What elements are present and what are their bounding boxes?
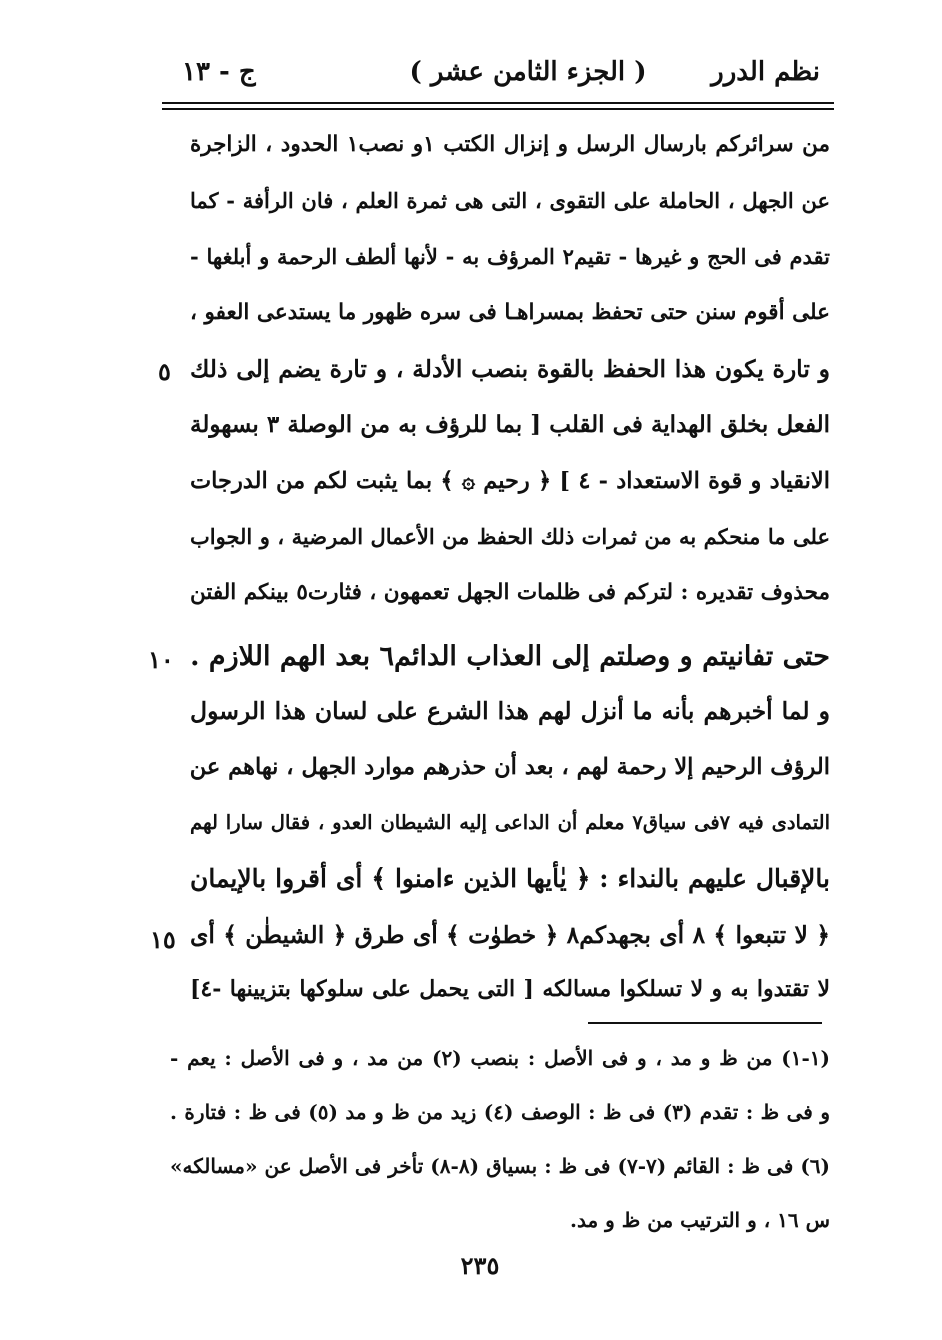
footnote-separator <box>588 1022 822 1024</box>
volume-label: ج - ١٣ <box>182 57 256 87</box>
text-line: من سرائركم بارسال الرسل و إنزال الكتب ١و نصب١ الحدود ، الزاجرة <box>190 132 830 157</box>
text-line: و لما أخبرهم بأنه ما أنزل لهم هذا الشرع على لسان هذا الرسول <box>190 697 830 725</box>
page-number: ٢٣٥ <box>460 1251 500 1280</box>
text-line: لا تقتدوا به و لا تسلكوا مسالكه [ التى يحمل على سلوكها بتزيينها -٤] <box>190 976 830 1002</box>
text-line: الرؤف الرحيم إلا رحمة لهم ، بعد أن حذرهم موارد الجهل ، نهاهم عن <box>189 754 830 780</box>
header-rule-double <box>162 108 834 110</box>
line-number-5: ٥ <box>158 357 171 386</box>
text-line: محذوف تقديره : لتركم فى ظلمات الجهل تعمهون ، فثارت٥ بينكم الفتن <box>189 580 830 605</box>
running-title: نظم الدرر <box>711 57 820 87</box>
line-number-15: ١٥ <box>150 925 176 954</box>
text-line: عن الجهل ، الحاملة على التقوى ، التى هى ثمرة العلم ، فان الرأفة - كما <box>190 188 830 213</box>
footnote-line: س ١٦ ، و الترتيب من ظ و مد. <box>570 1208 830 1232</box>
line-number-10: ١٠ <box>148 645 174 674</box>
text-line: الفعل بخلق الهداية فى القلب [ بما للرؤف به من الوصلة ٣ بسهولة <box>190 411 830 438</box>
text-line: على ما منحكم به من ثمرات ذلك الحفظ من الأعمال المرضية ، و الجواب <box>190 524 830 549</box>
text-line: بالإقبال عليهم بالنداء : ﴿ يٰأيها الذين ءامنوا ﴾ أى أقروا بالإيمان <box>190 864 830 893</box>
footnote-line: و فى ظ : تقدم (٣) فى ظ : الوصف (٤) زيد من ظ و مد (٥) فى ظ : فتارة . <box>170 1100 830 1124</box>
part-title: ( الجزء الثامن عشر ) <box>409 57 647 87</box>
text-line: على أقوم سنن حتى تحفظ بمسراهـا فى سره ظهور ما يستدعى العفو ، <box>190 300 830 325</box>
text-line: و تارة يكون هذا الحفظ بالقوة بنصب الأدلة ، و تارة يضم إلى ذلك <box>190 355 830 383</box>
text-line: التمادى فيه ٧فى سياق٧ معلم أن الداعى إليه الشيطان العدو ، فقال سارا لهم <box>190 811 830 834</box>
text-line: ﴿ لا تتبعوا ﴾ ٨ أى بجهدكم٨ ﴿ خطوٰت ﴾ أى طرق ﴿ الشيطٰن ﴾ أى <box>190 921 830 949</box>
footnote-line: (١-١) من ظ و مد ، و فى الأصل : بنصب (٢) من مد ، و فى الأصل : يعم - <box>170 1046 831 1070</box>
header-rule <box>162 102 834 104</box>
footnote-line: (٦) فى ظ : القائم (٧-٧) فى ظ : بسياق (٨-٨) تأخر فى الأصل عن «مسالكه» <box>170 1154 831 1178</box>
text-line: حتى تفانيتم و وصلتم إلى العذاب الدائم٦ بعد الهم اللازم . <box>190 641 830 672</box>
text-line: الانقياد و قوة الاستعداد - ٤ ] ﴿ رحيم ۞ ﴾ بما يثبت لكم من الدرجات <box>190 468 831 494</box>
text-line: تقدم فى الحج و غيرها - تقيم٢ المرؤف به - لأنها ألطف الرحمة و أبلغها - <box>190 244 831 269</box>
